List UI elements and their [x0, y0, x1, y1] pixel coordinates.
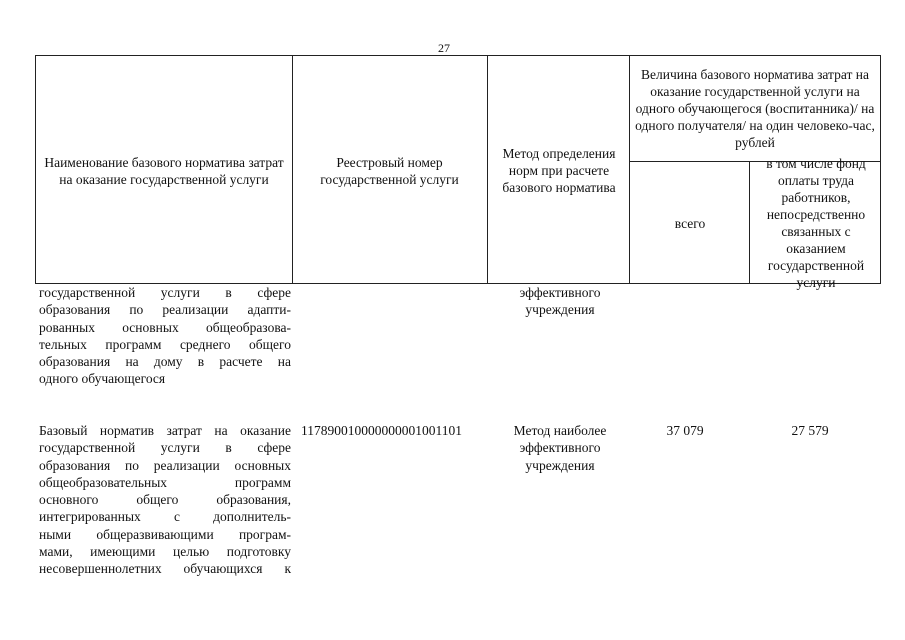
header-total: всего [674, 215, 706, 231]
text-line: эффективного [519, 440, 601, 456]
text-line: учреждения [525, 457, 595, 473]
text-line: общеобразовательных программ [39, 474, 291, 490]
page-number: 27 [438, 41, 450, 55]
text-line: ными общеразвивающими програм- [39, 526, 291, 542]
row-method [490, 422, 630, 474]
text-line: эффективного [519, 285, 601, 300]
divider [749, 161, 750, 283]
text-line: основного общего образования, [39, 492, 291, 508]
row-payroll: 27 579 [791, 423, 829, 438]
divider [292, 56, 293, 283]
row-total: 37 079 [666, 423, 704, 438]
text-line: несовершеннолетних обучающихся к [39, 561, 291, 577]
divider [487, 56, 488, 283]
text-line: государственной услуги в сфере [39, 440, 291, 456]
text-line: рованных основных общеобразова- [39, 319, 291, 335]
divider [629, 56, 630, 283]
text-line: интегрированных с дополнитель- [39, 509, 291, 525]
row-name [39, 284, 291, 388]
text-line: мами, имеющими целью подготовку [39, 544, 291, 560]
row-registry: 117890010000000001001101 [301, 423, 462, 438]
text-line: образования по реализации адапти- [39, 302, 291, 318]
table-header [35, 55, 881, 290]
row-name [39, 422, 291, 578]
text-line: образования на дому в расчете на [39, 354, 291, 370]
header-payroll: в том числе фонд оплаты труда работников, непосредственно связанных с оказанием государственной услуги [766, 156, 866, 290]
header-name: Наименование базового норматива затрат на оказание государственной услуги [44, 154, 284, 187]
text-line: государственной услуги в сфере [39, 285, 291, 300]
text-line: одного обучающегося [39, 371, 166, 387]
text-line: учреждения [525, 302, 595, 318]
header-method: Метод определения норм при расчете базового норматива [502, 146, 616, 195]
row-method [490, 284, 630, 319]
text-line: Метод наиболее [513, 423, 607, 438]
text-line: Базовый норматив затрат на оказание [39, 423, 291, 438]
header-registry: Реестровый номер государственной услуги [320, 154, 459, 187]
text-line: тельных программ среднего общего [39, 336, 291, 352]
text-line: образования по реализации основных [39, 457, 291, 473]
header-value-group: Величина базового норматива затрат на оказание государственной услуги на одного обучающегося (воспитанника)/ на одного получателя/ на один человеко-час, рублей [635, 67, 875, 150]
